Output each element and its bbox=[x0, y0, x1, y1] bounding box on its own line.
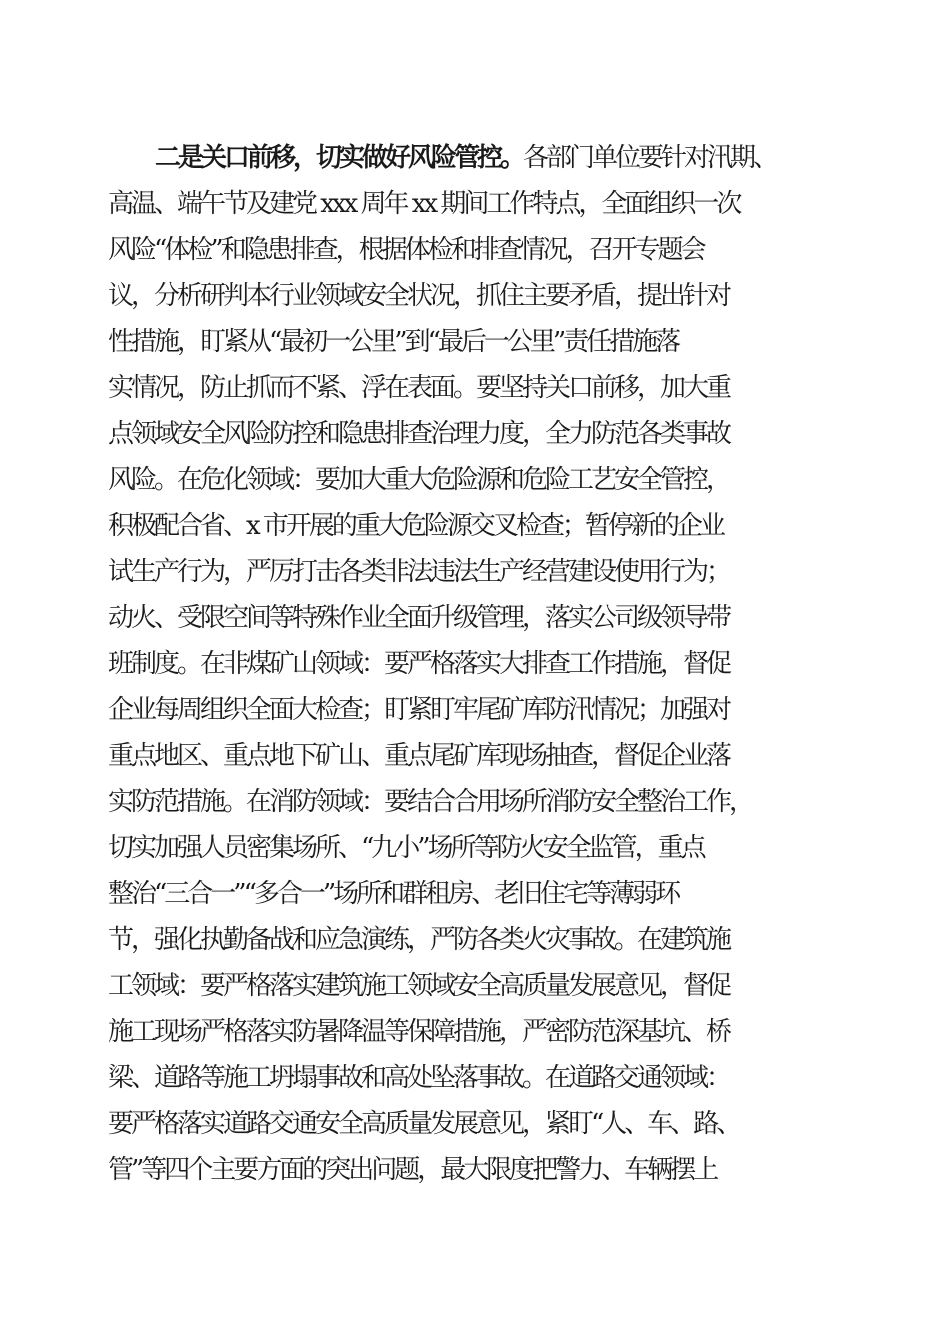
paragraph-line: 风险“体检”和隐患排查，根据体检和排查情况，召开专题会 bbox=[108, 235, 704, 265]
paragraph-line: 积极配合省、x 市开展的重大危险源交叉检查；暂停新的企业 bbox=[108, 511, 723, 541]
paragraph-line: 实防范措施。在消防领域：要结合合用场所消防安全整治工作， bbox=[108, 787, 753, 817]
paragraph-line: 切实加强人员密集场所、“九小”场所等防火安全监管，重点 bbox=[108, 833, 704, 863]
paragraph-line: 班制度。在非煤矿山领域：要严格落实大排查工作措施，督促 bbox=[108, 649, 730, 679]
paragraph-text: 各部门单位要针对汛期、 bbox=[523, 143, 777, 173]
paragraph-line: 梁、道路等施工坍塌事故和高处坠落事故。在道路交通领域： bbox=[108, 1063, 730, 1093]
paragraph-lead: 二是关口前移，切实做好风险管控。 bbox=[155, 143, 524, 173]
paragraph-line: 性措施，盯紧从“最初一公里”到“最后一公里”责任措施落 bbox=[108, 327, 679, 357]
paragraph-line: 重点地区、重点地下矿山、重点尾矿库现场抽查，督促企业落 bbox=[108, 741, 730, 771]
paragraph-line: 点领域安全风险防控和隐患排查治理力度，全力防范各类事故 bbox=[108, 419, 730, 449]
paragraph-line: 议，分析研判本行业领域安全状况，抓住主要矛盾，提出针对 bbox=[108, 281, 730, 311]
paragraph-line: 要严格落实道路交通安全高质量发展意见，紧盯“人、车、路、 bbox=[108, 1109, 740, 1139]
paragraph-line: 工领域：要严格落实建筑施工领域安全高质量发展意见，督促 bbox=[108, 971, 730, 1001]
paragraph-line: 实情况，防止抓而不紧、浮在表面。要坚持关口前移，加大重 bbox=[108, 373, 730, 403]
paragraph-line: 高温、端午节及建党 xxx 周年 xx 期间工作特点，全面组织一次 bbox=[108, 189, 740, 219]
paragraph-line: 管”等四个主要方面的突出问题，最大限度把警力、车辆摆上 bbox=[108, 1155, 717, 1185]
paragraph-line: 企业每周组织全面大检查；盯紧盯牢尾矿库防汛情况；加强对 bbox=[108, 695, 730, 725]
paragraph-line: 整治“三合一”“多合一”场所和群租房、老旧住宅等薄弱环 bbox=[108, 879, 679, 909]
paragraph-line: 施工现场严格落实防暑降温等保障措施，严密防范深基坑、桥 bbox=[108, 1017, 730, 1047]
paragraph-line: 节，强化执勤备战和应急演练，严防各类火灾事故。在建筑施 bbox=[108, 925, 730, 955]
paragraph-line bbox=[0, 135, 950, 181]
paragraph-line: 风险。在危化领域：要加大重大危险源和危险工艺安全管控， bbox=[108, 465, 730, 495]
paragraph-line: 动火、受限空间等特殊作业全面升级管理，落实公司级领导带 bbox=[108, 603, 730, 633]
paragraph-line: 试生产行为，严厉打击各类非法违法生产经营建设使用行为； bbox=[108, 557, 730, 587]
